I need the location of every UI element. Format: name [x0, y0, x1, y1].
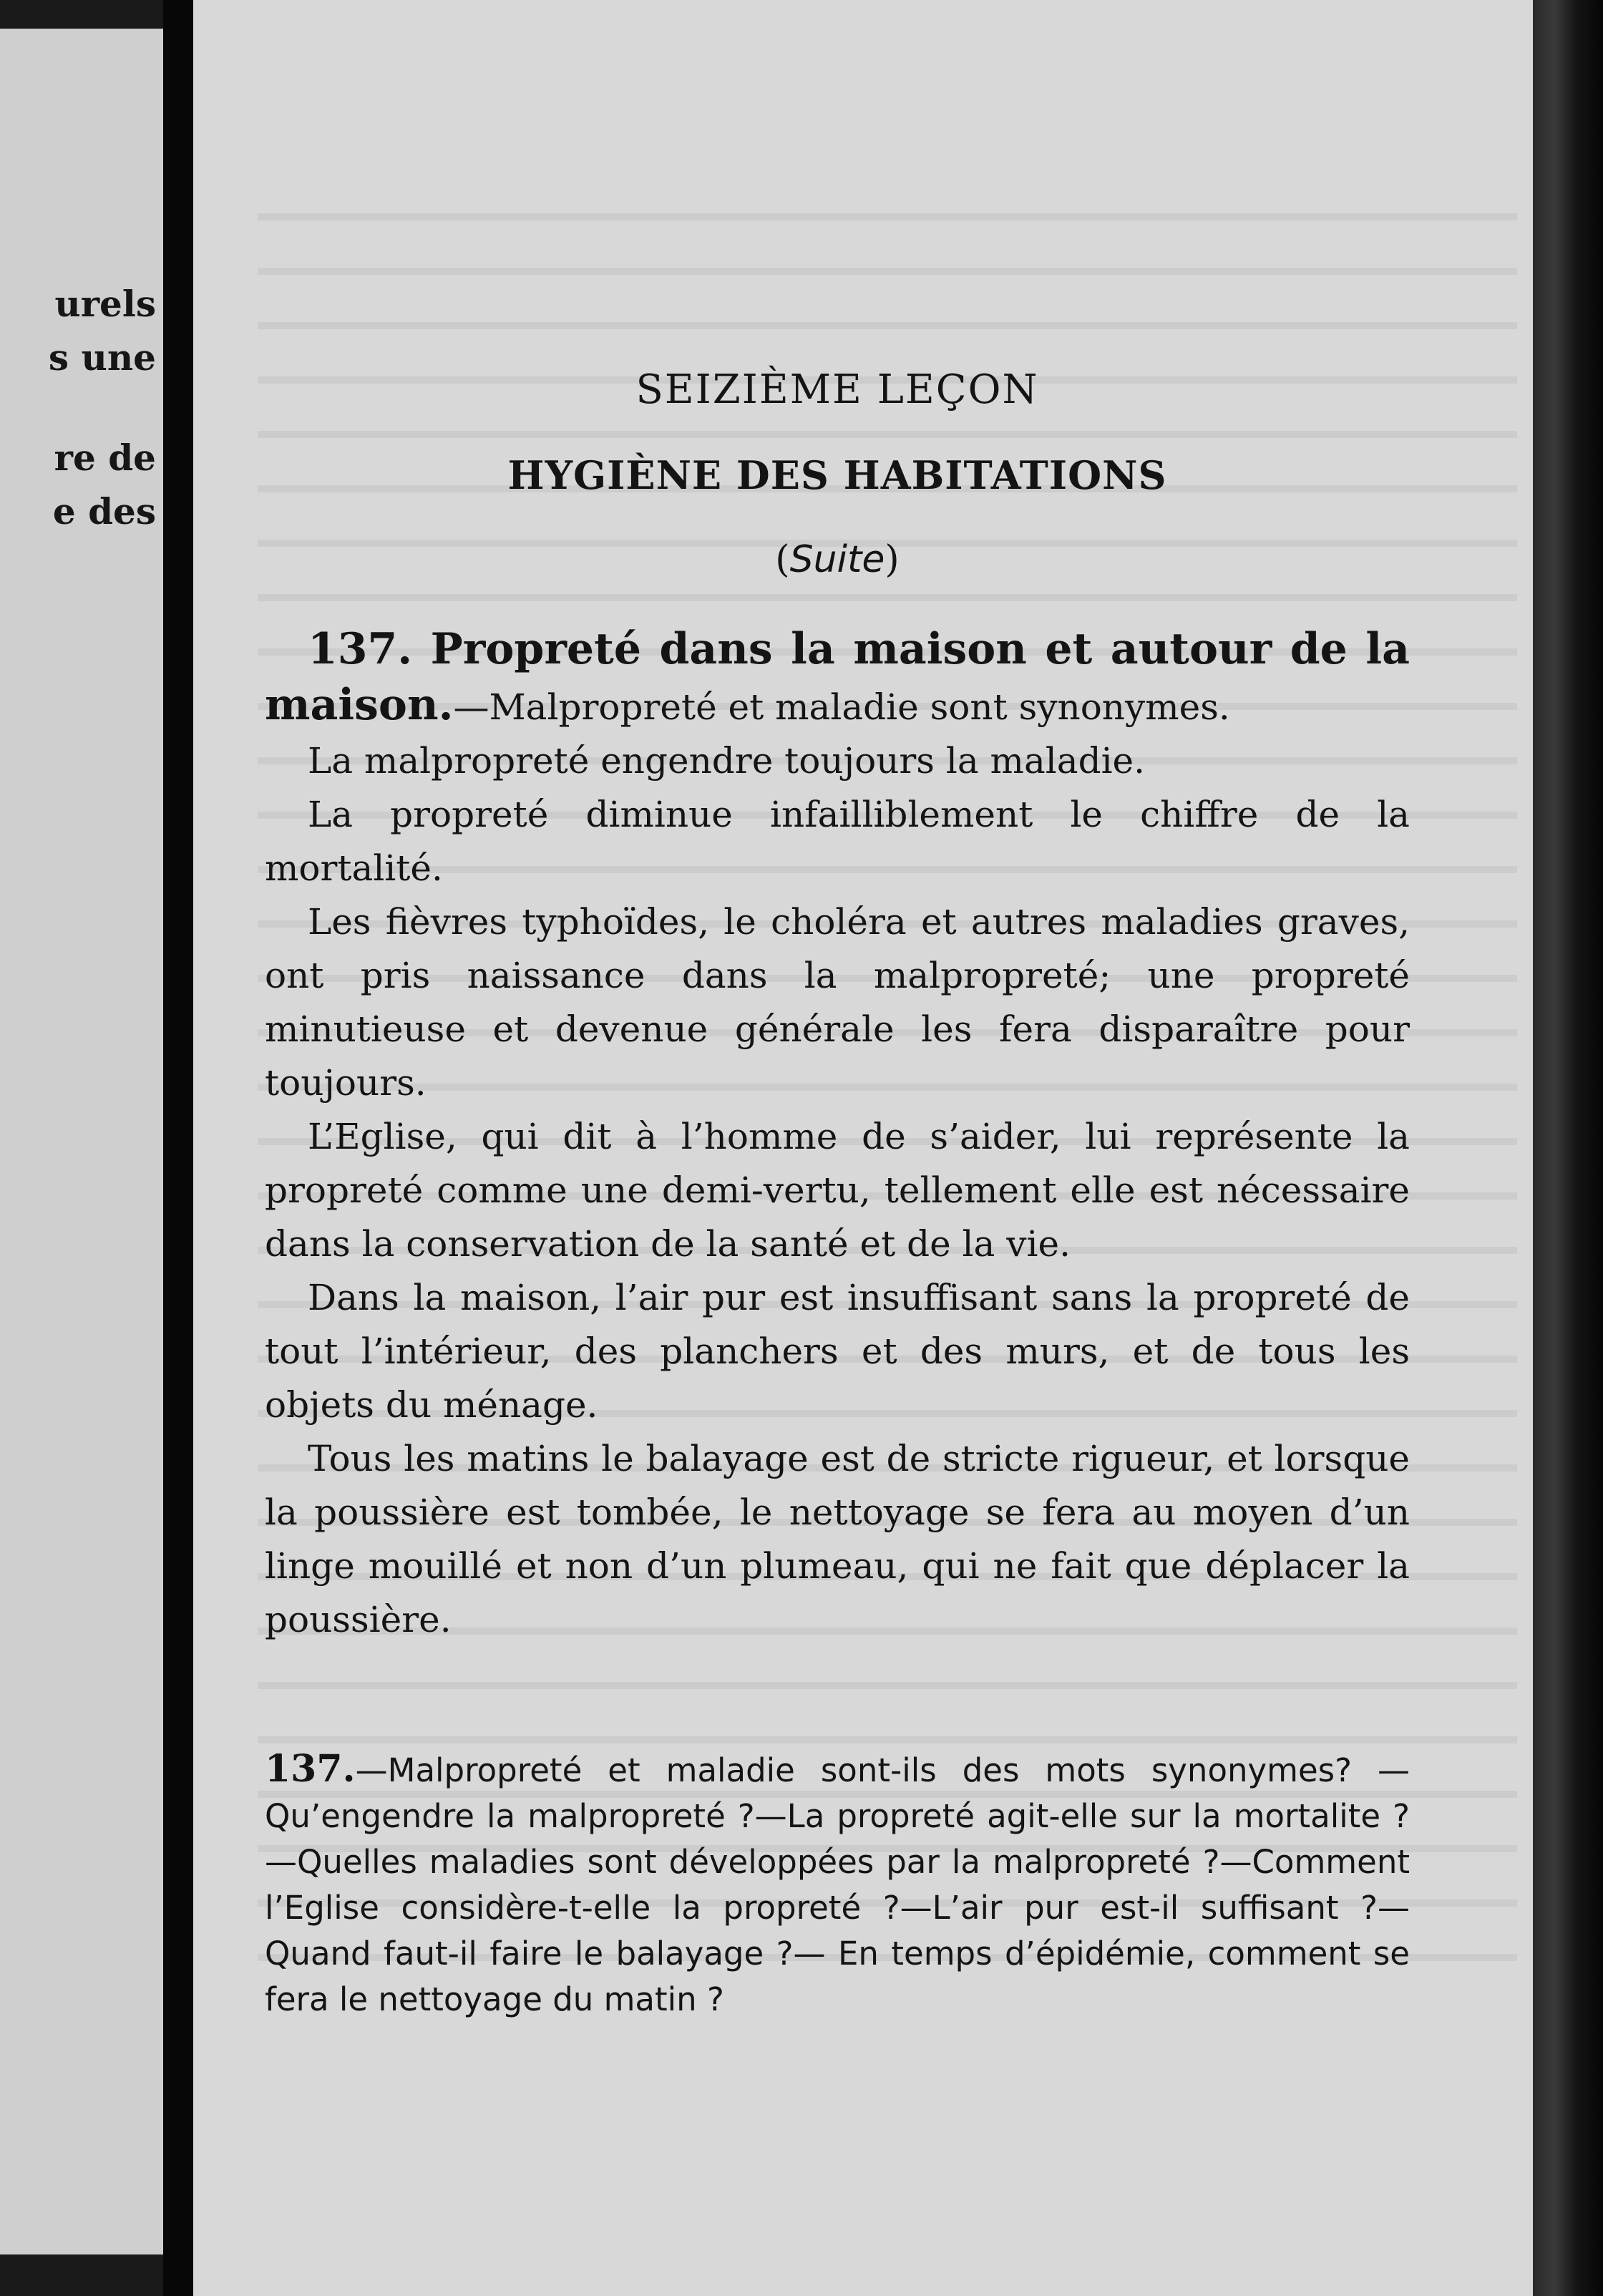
left-page-text-line: e des	[52, 490, 156, 532]
questions-text: —Malpropreté et maladie sont-ils des mots synonymes? —Qu’engendre la malpropreté ?—La propreté agit-elle sur la mortalite ?—Quelles maladies sont développées par la malpropreté ?—Comment l’Eglise considère-t-elle la propreté ?—L’air pur est-il suffisant ?— Quand faut-il faire le balayage ?— En temps d’épidémie, comment se fera le nettoyage du matin ?	[265, 1751, 1410, 2018]
suite-word: Suite	[789, 538, 885, 581]
paragraph: Dans la maison, l’air pur est insuffisant sans la propreté de tout l’intérieur, des planchers et des murs, et de tous les objets du ménage.	[265, 1277, 1410, 1426]
paragraph: Les fièvres typhoïdes, le choléra et autres maladies graves, ont pris naissance dans la malpropreté; une propreté minutieuse et devenue générale les fera disparaître pour toujours.	[265, 901, 1410, 1104]
paragraph-heading: 137. Propreté dans la maison et autour de la maison.	[265, 624, 1410, 730]
section-title: HYGIÈNE DES HABITATIONS	[507, 452, 1167, 498]
suite-close-paren: )	[885, 538, 900, 581]
book-page	[193, 0, 1533, 2296]
left-page-text-line: urels	[54, 283, 156, 325]
left-page-text-line: re de	[54, 437, 156, 479]
paragraph-137	[265, 623, 1410, 734]
paragraph: L’Eglise, qui dit à l’homme de s’aider, lui représente la propreté comme une demi-vertu, tellement elle est nécessaire dans la conservation de la santé et de la vie.	[265, 1116, 1410, 1265]
suite-label	[265, 538, 1410, 581]
lesson-title: SEIZIÈME LEÇON	[635, 366, 1039, 413]
paragraph: Tous les matins le balayage est de stricte rigueur, et lorsque la poussière est tombée, le nettoyage se fera au moyen d’un linge mouillé et non d’un plumeau, qui ne fait que déplacer la poussière.	[265, 1438, 1410, 1640]
paragraph: La malpropreté engendre toujours la maladie.	[308, 740, 1146, 782]
lesson-body	[265, 623, 1410, 1647]
paragraph-text: —Malpropreté et maladie sont synonymes.	[453, 686, 1230, 728]
paragraph: La propreté diminue infailliblement le chiffre de la mortalité.	[265, 794, 1410, 889]
binding-gutter	[163, 0, 193, 2296]
suite-open-paren: (	[775, 538, 790, 581]
left-page-text-line: s une	[48, 336, 156, 379]
page-edge-shadow	[1533, 0, 1603, 2296]
review-questions	[265, 1746, 1410, 2023]
left-page-fragment	[0, 29, 163, 2254]
questions-number: 137.	[265, 1747, 356, 1791]
